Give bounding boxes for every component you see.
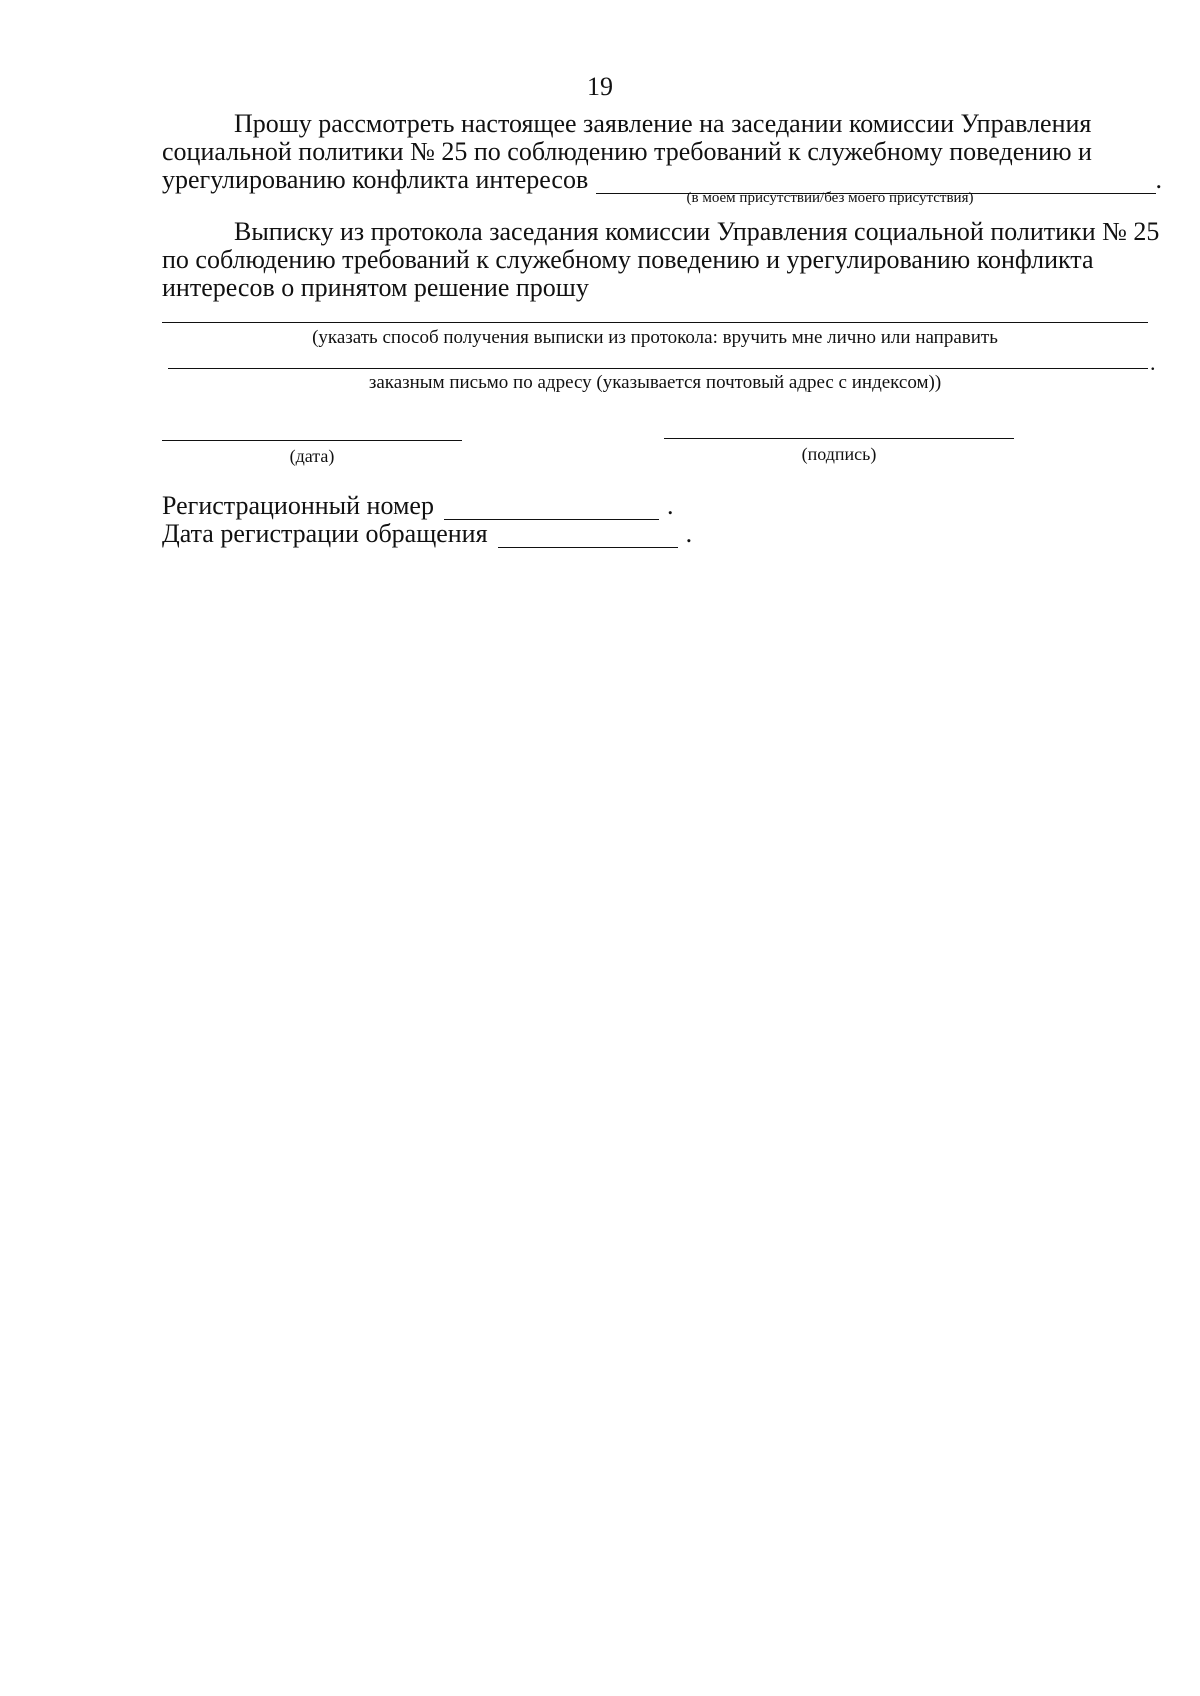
method-hint-line-1: (указать способ получения выписки из протокола: вручить мне лично или направить: [312, 327, 998, 348]
end-period: .: [666, 491, 674, 520]
presence-hint: (в моем присутствии/без моего присутствия): [686, 190, 974, 206]
method-blank-field-1[interactable]: [162, 322, 1148, 323]
paragraph-extract-request: [162, 218, 1162, 302]
end-period: .: [1155, 165, 1162, 194]
paragraph-line: Прошу рассмотреть настоящее заявление на заседании комиссии Управления: [234, 109, 1092, 138]
registration-number-label: Регистрационный номер: [162, 491, 434, 520]
paragraph-line: урегулированию конфликта интересов: [162, 165, 589, 194]
method-hint-line-2: заказным письмо по адресу (указывается почтовый адрес с индексом)): [368, 372, 942, 393]
paragraph-line: Выписку из протокола заседания комиссии Управления социальной политики № 25: [234, 217, 1160, 246]
page-number: 19: [587, 72, 613, 101]
method-end-period: .: [1150, 350, 1156, 375]
registration-date-label: Дата регистрации обращения: [162, 519, 488, 548]
signature-label: (подпись): [801, 444, 877, 464]
signature-blank-field[interactable]: [664, 438, 1014, 439]
method-blank-field-2[interactable]: [168, 368, 1148, 369]
paragraph-hearing-request: [162, 110, 1162, 194]
paragraph-line: социальной политики № 25 по соблюдению требований к служебному поведению и: [162, 137, 1092, 166]
date-blank-field[interactable]: [162, 440, 462, 441]
registration-date-line: [162, 520, 692, 548]
date-label: (дата): [289, 446, 335, 466]
registration-number-field[interactable]: [444, 497, 659, 520]
registration-number-line: [162, 492, 673, 520]
paragraph-line: интересов о принятом решение прошу: [162, 273, 589, 302]
end-period: .: [685, 519, 693, 548]
registration-date-field[interactable]: [498, 525, 678, 548]
paragraph-line: по соблюдению требований к служебному поведению и урегулированию конфликта: [162, 245, 1094, 274]
